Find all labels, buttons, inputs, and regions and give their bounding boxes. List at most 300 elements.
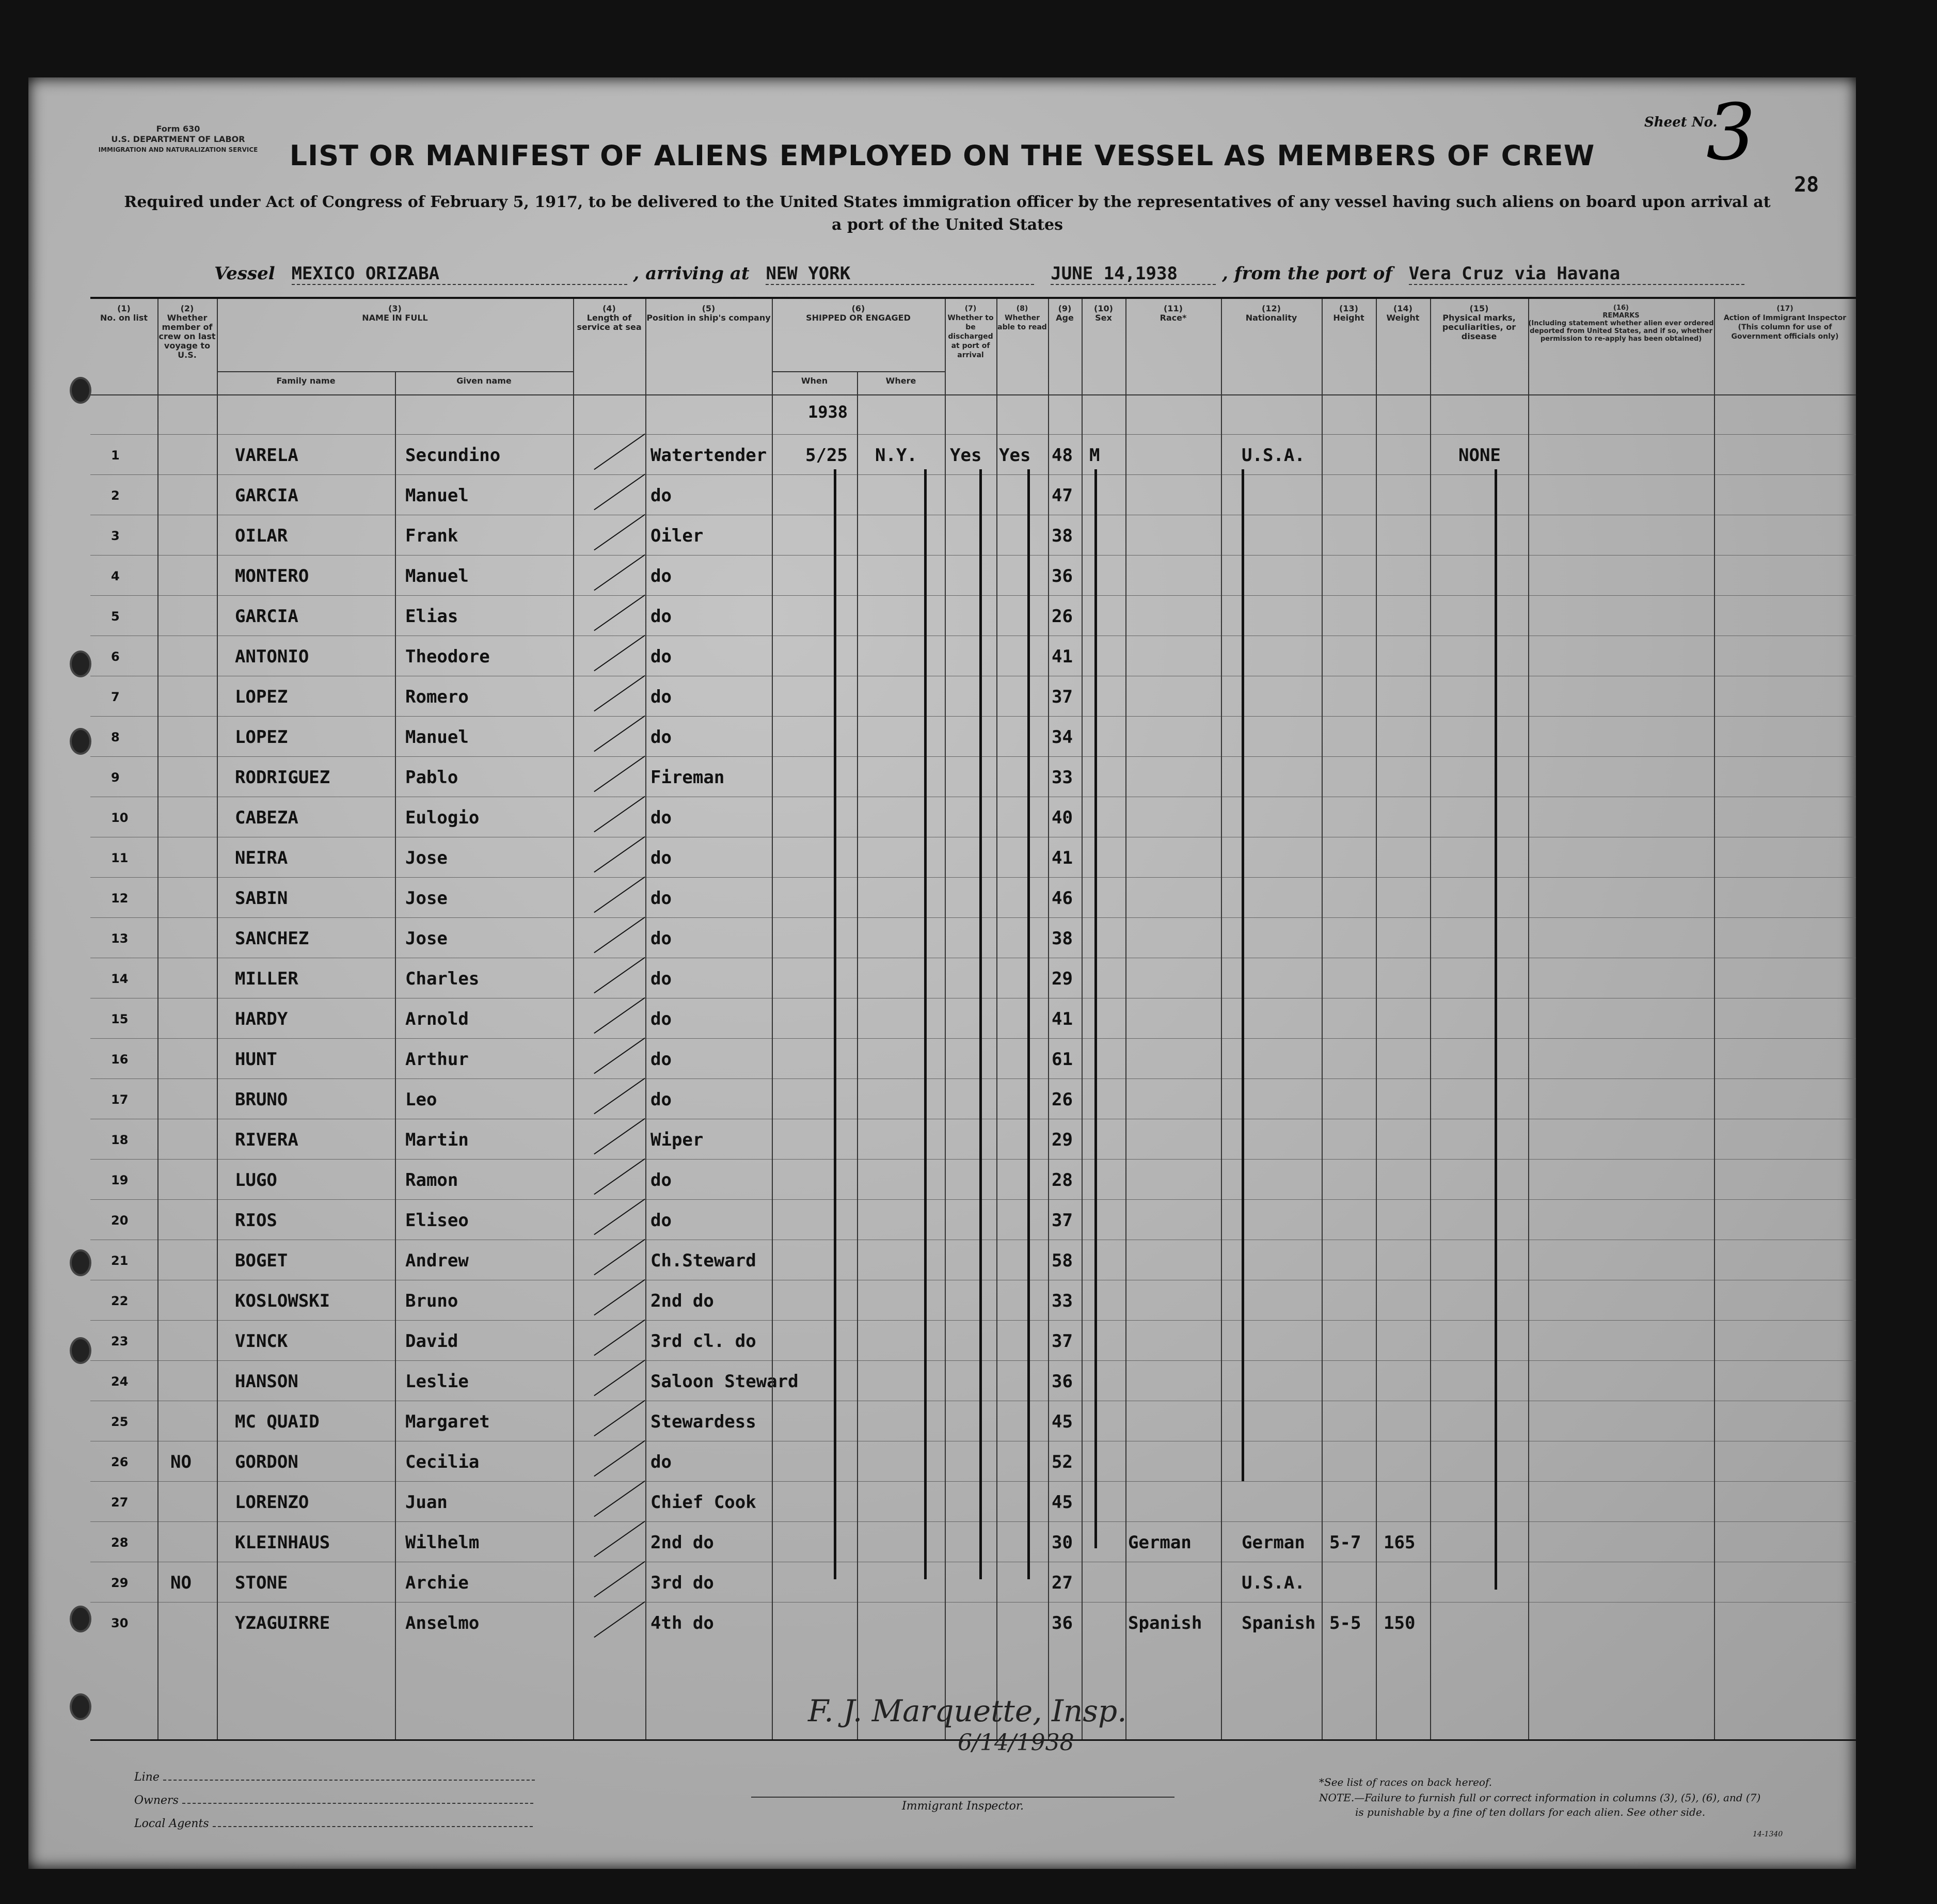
header-height: (13) Height [1333, 304, 1364, 323]
position-cell: do [650, 485, 672, 506]
crew-row [90, 515, 1856, 555]
departure-port: Vera Cruz via Havana [1409, 263, 1744, 285]
binding-hole [70, 1693, 91, 1720]
check-mark [594, 1078, 645, 1114]
header-remarks: (16) REMARKS (Including statement whether alien ever ordered deported from United States, and if so, whether permission to re-apply has been obtained) [1528, 304, 1714, 343]
position-cell: do [650, 969, 672, 989]
age-cell: 29 [1052, 1130, 1073, 1150]
given-name-cell: Andrew [405, 1250, 469, 1271]
column-rule [772, 299, 773, 1739]
row-number: 23 [111, 1334, 129, 1348]
family-name-cell: KOSLOWSKI [235, 1291, 330, 1311]
crew-row [90, 958, 1856, 998]
ditto-line [834, 469, 836, 1579]
crew-row [90, 1401, 1856, 1441]
position-cell: Wiper [650, 1130, 704, 1150]
header-position: (5) Position in ship's company [646, 304, 771, 323]
header-last-voyage: (2) Whether member of crew on last voyage to U.S. [158, 304, 216, 360]
department-name: U.S. DEPARTMENT OF LABOR [111, 134, 245, 144]
given-name-cell: Elias [405, 606, 458, 627]
arriving-label: , arriving at [633, 263, 750, 284]
age-cell: 29 [1052, 969, 1073, 989]
given-name-cell: Manuel [405, 485, 469, 506]
crew-row [90, 474, 1856, 515]
age-cell: 36 [1052, 566, 1073, 586]
given-name-cell: Arnold [405, 1009, 469, 1029]
race-cell: German [1128, 1532, 1192, 1553]
manifest-title: LIST OR MANIFEST OF ALIENS EMPLOYED ON THE VESSEL AS MEMBERS OF CREW [289, 139, 1595, 172]
check-mark [594, 957, 645, 993]
vessel-name: MEXICO ORIZABA [292, 263, 627, 285]
form-number: Form 630 [156, 124, 200, 134]
header-shipped-engaged: (6) SHIPPED OR ENGAGED [806, 304, 911, 323]
row-number: 27 [111, 1495, 129, 1510]
race-cell: Spanish [1128, 1613, 1202, 1633]
check-mark [594, 997, 645, 1034]
header-age: (9) Age [1056, 304, 1074, 323]
family-name-cell: HUNT [235, 1049, 277, 1070]
position-cell: do [650, 1170, 672, 1191]
crew-row [90, 1159, 1856, 1199]
penalty-note: NOTE.—Failure to furnish full or correct information in columns (3), (5), (6), and (7) [1319, 1791, 1761, 1804]
given-name-cell: Jose [405, 928, 448, 949]
row-number: 7 [111, 690, 120, 704]
check-mark [594, 1279, 645, 1315]
check-mark [594, 1239, 645, 1275]
column-rule [1376, 299, 1377, 1739]
header-discharged: (7) Whether to be discharged at port of arrival [947, 305, 994, 359]
family-name-cell: KLEINHAUS [235, 1532, 330, 1553]
manifest-sheet [28, 77, 1856, 1869]
family-name-cell: ANTONIO [235, 646, 309, 667]
column-rule [395, 371, 396, 1739]
age-cell: 41 [1052, 646, 1073, 667]
position-cell: do [650, 1089, 672, 1110]
signature-date: 6/14/1938 [958, 1730, 1074, 1756]
given-name-cell: Wilhelm [405, 1532, 480, 1553]
position-cell: do [650, 606, 672, 627]
row-number: 20 [111, 1213, 129, 1228]
given-name-cell: Secundino [405, 445, 501, 466]
given-name-cell: David [405, 1331, 458, 1352]
given-name-cell: Jose [405, 888, 448, 909]
age-cell: 36 [1052, 1613, 1073, 1633]
row-number: 17 [111, 1092, 129, 1107]
column-rule [1430, 299, 1431, 1739]
check-mark [594, 1360, 645, 1396]
given-name-cell: Frank [405, 526, 458, 546]
row-number: 25 [111, 1415, 129, 1429]
row-number: 13 [111, 931, 129, 946]
header-no-on-list: (1) No. on list [100, 304, 148, 323]
position-cell: Watertender [650, 445, 767, 466]
crew-row [90, 595, 1856, 636]
family-name-cell: SABIN [235, 888, 288, 909]
last-voyage-cell: NO [170, 1452, 192, 1472]
position-cell: Oiler [650, 526, 704, 546]
row-number: 21 [111, 1254, 129, 1268]
row-number: 19 [111, 1173, 129, 1187]
header-nationality: (12) Nationality [1245, 304, 1297, 323]
position-cell: do [650, 1049, 672, 1070]
check-mark [594, 877, 645, 913]
crew-row [90, 998, 1856, 1038]
position-cell: 3rd cl. do [650, 1331, 756, 1352]
position-cell: 2nd do [650, 1532, 714, 1553]
given-name-cell: Charles [405, 969, 480, 989]
column-rule [1221, 299, 1222, 1739]
age-cell: 36 [1052, 1371, 1073, 1392]
family-name-cell: STONE [235, 1573, 288, 1593]
family-name-cell: NEIRA [235, 848, 288, 868]
shipped-header-rule [772, 371, 945, 372]
family-name-cell: GARCIA [235, 485, 298, 506]
footer-line-label: Line [134, 1771, 535, 1784]
family-name-cell: MONTERO [235, 566, 309, 586]
check-mark [594, 1159, 645, 1195]
binding-hole [70, 1249, 91, 1276]
position-cell: Stewardess [650, 1411, 756, 1432]
nationality-cell: German [1242, 1532, 1305, 1553]
header-name-in-full: (3) NAME IN FULL [362, 304, 428, 323]
family-name-cell: GARCIA [235, 606, 298, 627]
page-number: 28 [1794, 173, 1819, 197]
position-cell: do [650, 928, 672, 949]
shipped-where-cell: N.Y. [875, 445, 917, 466]
age-cell: 45 [1052, 1411, 1073, 1432]
crew-row [90, 797, 1856, 837]
column-rule [857, 371, 858, 1739]
family-name-cell: YZAGUIRRE [235, 1613, 330, 1633]
footer-owners-label: Owners [134, 1794, 533, 1807]
footer-local-agents-label: Local Agents [134, 1817, 533, 1830]
column-rule [945, 299, 946, 1739]
position-cell: 4th do [650, 1613, 714, 1633]
family-name-cell: RODRIGUEZ [235, 767, 330, 788]
position-cell: do [650, 1009, 672, 1029]
given-name-cell: Bruno [405, 1291, 458, 1311]
header-when: When [801, 376, 828, 386]
vessel-info-row [214, 263, 1744, 285]
crew-row [90, 1199, 1856, 1240]
family-name-cell: BRUNO [235, 1089, 288, 1110]
nationality-cell: Spanish [1242, 1613, 1316, 1633]
check-mark [594, 635, 645, 671]
crew-row [90, 636, 1856, 676]
ditto-line [979, 469, 982, 1579]
age-cell: 48 [1052, 445, 1073, 466]
check-mark [594, 836, 645, 872]
check-mark [594, 1038, 645, 1074]
given-name-cell: Romero [405, 687, 469, 707]
binding-hole [70, 728, 91, 755]
given-name-cell: Pablo [405, 767, 458, 788]
family-name-cell: VARELA [235, 445, 298, 466]
position-cell: Ch.Steward [650, 1250, 756, 1271]
column-rule [217, 299, 218, 1739]
ditto-line [1495, 469, 1497, 1590]
row-number: 11 [111, 851, 129, 865]
column-rule [1528, 299, 1529, 1739]
manifest-table [90, 297, 1856, 1741]
row-number: 1 [111, 448, 120, 463]
row-number: 22 [111, 1294, 129, 1308]
immigrant-inspector-label: Immigrant Inspector. [751, 1797, 1174, 1813]
family-name-cell: CABEZA [235, 807, 298, 828]
header-sex: (10) Sex [1094, 304, 1113, 323]
family-name-cell: LORENZO [235, 1492, 309, 1513]
crew-row [90, 1562, 1856, 1602]
check-mark [594, 514, 645, 550]
family-name-cell: RIOS [235, 1210, 277, 1231]
given-name-cell: Leslie [405, 1371, 469, 1392]
form-code: 14-1340 [1753, 1830, 1783, 1838]
column-rule [996, 299, 997, 1739]
crew-row [90, 1038, 1856, 1078]
crew-row [90, 877, 1856, 917]
position-cell: do [650, 566, 672, 586]
family-name-cell: HARDY [235, 1009, 288, 1029]
crew-row [90, 1280, 1856, 1320]
row-number: 9 [111, 770, 120, 785]
family-name-cell: GORDON [235, 1452, 298, 1472]
row-number: 30 [111, 1616, 129, 1630]
height-cell: 5-7 [1329, 1532, 1361, 1553]
inspector-signature: F. J. Marquette, Insp. [808, 1693, 1127, 1728]
age-cell: 34 [1052, 727, 1073, 748]
last-voyage-cell: NO [170, 1573, 192, 1593]
crew-row [90, 555, 1856, 595]
column-rule [157, 299, 158, 1739]
position-cell: do [650, 888, 672, 909]
family-name-cell: LOPEZ [235, 727, 288, 748]
age-cell: 41 [1052, 1009, 1073, 1029]
check-mark [594, 1601, 645, 1638]
check-mark [594, 716, 645, 752]
age-cell: 47 [1052, 485, 1073, 506]
crew-row [90, 756, 1856, 797]
position-cell: do [650, 687, 672, 707]
check-mark [594, 554, 645, 591]
header-weight: (14) Weight [1386, 304, 1420, 323]
age-cell: 52 [1052, 1452, 1073, 1472]
arrival-date: JUNE 14,1938 [1051, 263, 1216, 285]
family-name-cell: LOPEZ [235, 687, 288, 707]
crew-row [90, 1078, 1856, 1119]
age-cell: 37 [1052, 1210, 1073, 1231]
position-cell: Fireman [650, 767, 725, 788]
check-mark [594, 1561, 645, 1597]
given-name-cell: Arthur [405, 1049, 469, 1070]
given-name-cell: Manuel [405, 566, 469, 586]
crew-row [90, 1240, 1856, 1280]
family-name-cell: BOGET [235, 1250, 288, 1271]
check-mark [594, 1199, 645, 1235]
check-mark [594, 1481, 645, 1517]
given-name-cell: Archie [405, 1573, 469, 1593]
crew-row [90, 716, 1856, 756]
given-name-cell: Anselmo [405, 1613, 480, 1633]
position-cell: 2nd do [650, 1291, 714, 1311]
check-mark [594, 756, 645, 792]
header-race: (11) Race* [1160, 304, 1187, 323]
service-name: IMMIGRATION AND NATURALIZATION SERVICE [98, 146, 258, 153]
given-name-cell: Ramon [405, 1170, 458, 1191]
binding-hole [70, 1606, 91, 1632]
age-cell: 61 [1052, 1049, 1073, 1070]
given-name-cell: Jose [405, 848, 448, 868]
column-rule [573, 299, 574, 1739]
age-cell: 28 [1052, 1170, 1073, 1191]
year-note: 1938 [808, 402, 848, 422]
check-mark [594, 474, 645, 510]
row-number: 26 [111, 1455, 129, 1469]
column-rule [645, 299, 646, 1739]
sheet-number-label: Sheet No. [1644, 115, 1718, 130]
age-cell: 37 [1052, 1331, 1073, 1352]
sex-cell: M [1089, 445, 1100, 466]
binding-hole [70, 650, 91, 677]
column-rule [1048, 299, 1049, 1739]
row-number: 24 [111, 1374, 129, 1389]
given-name-cell: Margaret [405, 1411, 490, 1432]
given-name-cell: Manuel [405, 727, 469, 748]
age-cell: 30 [1052, 1532, 1073, 1553]
age-cell: 37 [1052, 687, 1073, 707]
family-name-cell: RIVERA [235, 1130, 298, 1150]
penalty-note-cont: is punishable by a fine of ten dollars for each alien. See other side. [1355, 1806, 1706, 1818]
crew-row [90, 1521, 1856, 1562]
position-cell: Saloon Steward [650, 1371, 799, 1392]
check-mark [594, 675, 645, 711]
crew-row [90, 837, 1856, 877]
header-bottom-rule [90, 394, 1856, 395]
height-cell: 5-5 [1329, 1613, 1361, 1633]
age-cell: 38 [1052, 928, 1073, 949]
row-number: 10 [111, 811, 129, 825]
column-rule [1714, 299, 1715, 1739]
family-name-cell: OILAR [235, 526, 288, 546]
ditto-line [1027, 469, 1030, 1579]
sheet-number: 3 [1706, 88, 1756, 178]
vessel-label: Vessel [214, 263, 275, 284]
crew-row [90, 1602, 1856, 1642]
row-number: 2 [111, 488, 120, 503]
column-rule [1082, 299, 1083, 1739]
age-cell: 40 [1052, 807, 1073, 828]
manifest-subtitle: Required under Act of Congress of February 5, 1917, to be delivered to the United States immigration officer by the representatives of any vessel having such aliens on board upon arrival at a port of the United States [124, 193, 1771, 234]
check-mark [594, 1440, 645, 1477]
ditto-line [1242, 469, 1244, 1481]
check-mark [594, 917, 645, 953]
row-number: 28 [111, 1535, 129, 1550]
family-name-cell: MILLER [235, 969, 298, 989]
header-family-name: Family name [276, 376, 336, 386]
discharged-cell: Yes [950, 445, 982, 466]
row-number: 16 [111, 1052, 129, 1067]
arrival-port: NEW YORK [766, 263, 1034, 285]
check-mark [594, 1320, 645, 1356]
check-mark [594, 595, 645, 631]
age-cell: 58 [1052, 1250, 1073, 1271]
crew-row [90, 1441, 1856, 1481]
header-inspector-action: (17) Action of Immigrant Inspector (This column for use of Government officials only) [1723, 305, 1847, 341]
age-cell: 26 [1052, 1089, 1073, 1110]
crew-row [90, 1119, 1856, 1159]
family-name-cell: SANCHEZ [235, 928, 309, 949]
column-rule [1322, 299, 1323, 1739]
row-number: 15 [111, 1012, 129, 1026]
header-given-name: Given name [456, 376, 512, 386]
given-name-cell: Eliseo [405, 1210, 469, 1231]
given-name-cell: Martin [405, 1130, 469, 1150]
given-name-cell: Cecilia [405, 1452, 480, 1472]
crew-row [90, 1481, 1856, 1521]
header-physical-marks: (15) Physical marks, peculiarities, or disease [1442, 304, 1516, 341]
family-name-cell: LUGO [235, 1170, 277, 1191]
row-number: 4 [111, 569, 120, 583]
age-cell: 26 [1052, 606, 1073, 627]
check-mark [594, 1521, 645, 1557]
age-cell: 33 [1052, 767, 1073, 788]
binding-hole [70, 377, 91, 404]
age-cell: 27 [1052, 1573, 1073, 1593]
nationality-cell: U.S.A. [1242, 1573, 1305, 1593]
family-name-cell: VINCK [235, 1331, 288, 1352]
races-note: *See list of races on back hereof. [1319, 1776, 1493, 1788]
age-cell: 38 [1052, 526, 1073, 546]
row-number: 18 [111, 1133, 129, 1147]
position-cell: do [650, 848, 672, 868]
crew-row [90, 1320, 1856, 1360]
position-cell: do [650, 646, 672, 667]
crew-row [90, 434, 1856, 474]
given-name-cell: Leo [405, 1089, 437, 1110]
row-number: 12 [111, 891, 129, 906]
check-mark [594, 796, 645, 832]
age-cell: 41 [1052, 848, 1073, 868]
position-cell: do [650, 807, 672, 828]
row-number: 5 [111, 609, 120, 624]
check-mark [594, 1118, 645, 1154]
from-port-label: , from the port of [1222, 263, 1392, 284]
able-to-read-cell: Yes [999, 445, 1031, 466]
crew-row [90, 1360, 1856, 1401]
row-number: 8 [111, 730, 120, 744]
physical-marks-cell: NONE [1458, 445, 1501, 466]
crew-row [90, 676, 1856, 716]
age-cell: 46 [1052, 888, 1073, 909]
given-name-cell: Juan [405, 1492, 448, 1513]
age-cell: 45 [1052, 1492, 1073, 1513]
position-cell: do [650, 1210, 672, 1231]
weight-cell: 165 [1384, 1532, 1416, 1553]
header-where: Where [885, 376, 916, 386]
given-name-cell: Eulogio [405, 807, 480, 828]
column-rule [1125, 299, 1126, 1739]
given-name-cell: Theodore [405, 646, 490, 667]
row-number: 29 [111, 1576, 129, 1590]
row-number: 3 [111, 529, 120, 543]
position-cell: 3rd do [650, 1573, 714, 1593]
check-mark [594, 1400, 645, 1436]
header-length-service: (4) Length of service at sea [577, 304, 642, 332]
age-cell: 33 [1052, 1291, 1073, 1311]
position-cell: do [650, 727, 672, 748]
row-number: 14 [111, 972, 129, 986]
binding-hole [70, 1337, 91, 1364]
check-mark [594, 434, 645, 470]
